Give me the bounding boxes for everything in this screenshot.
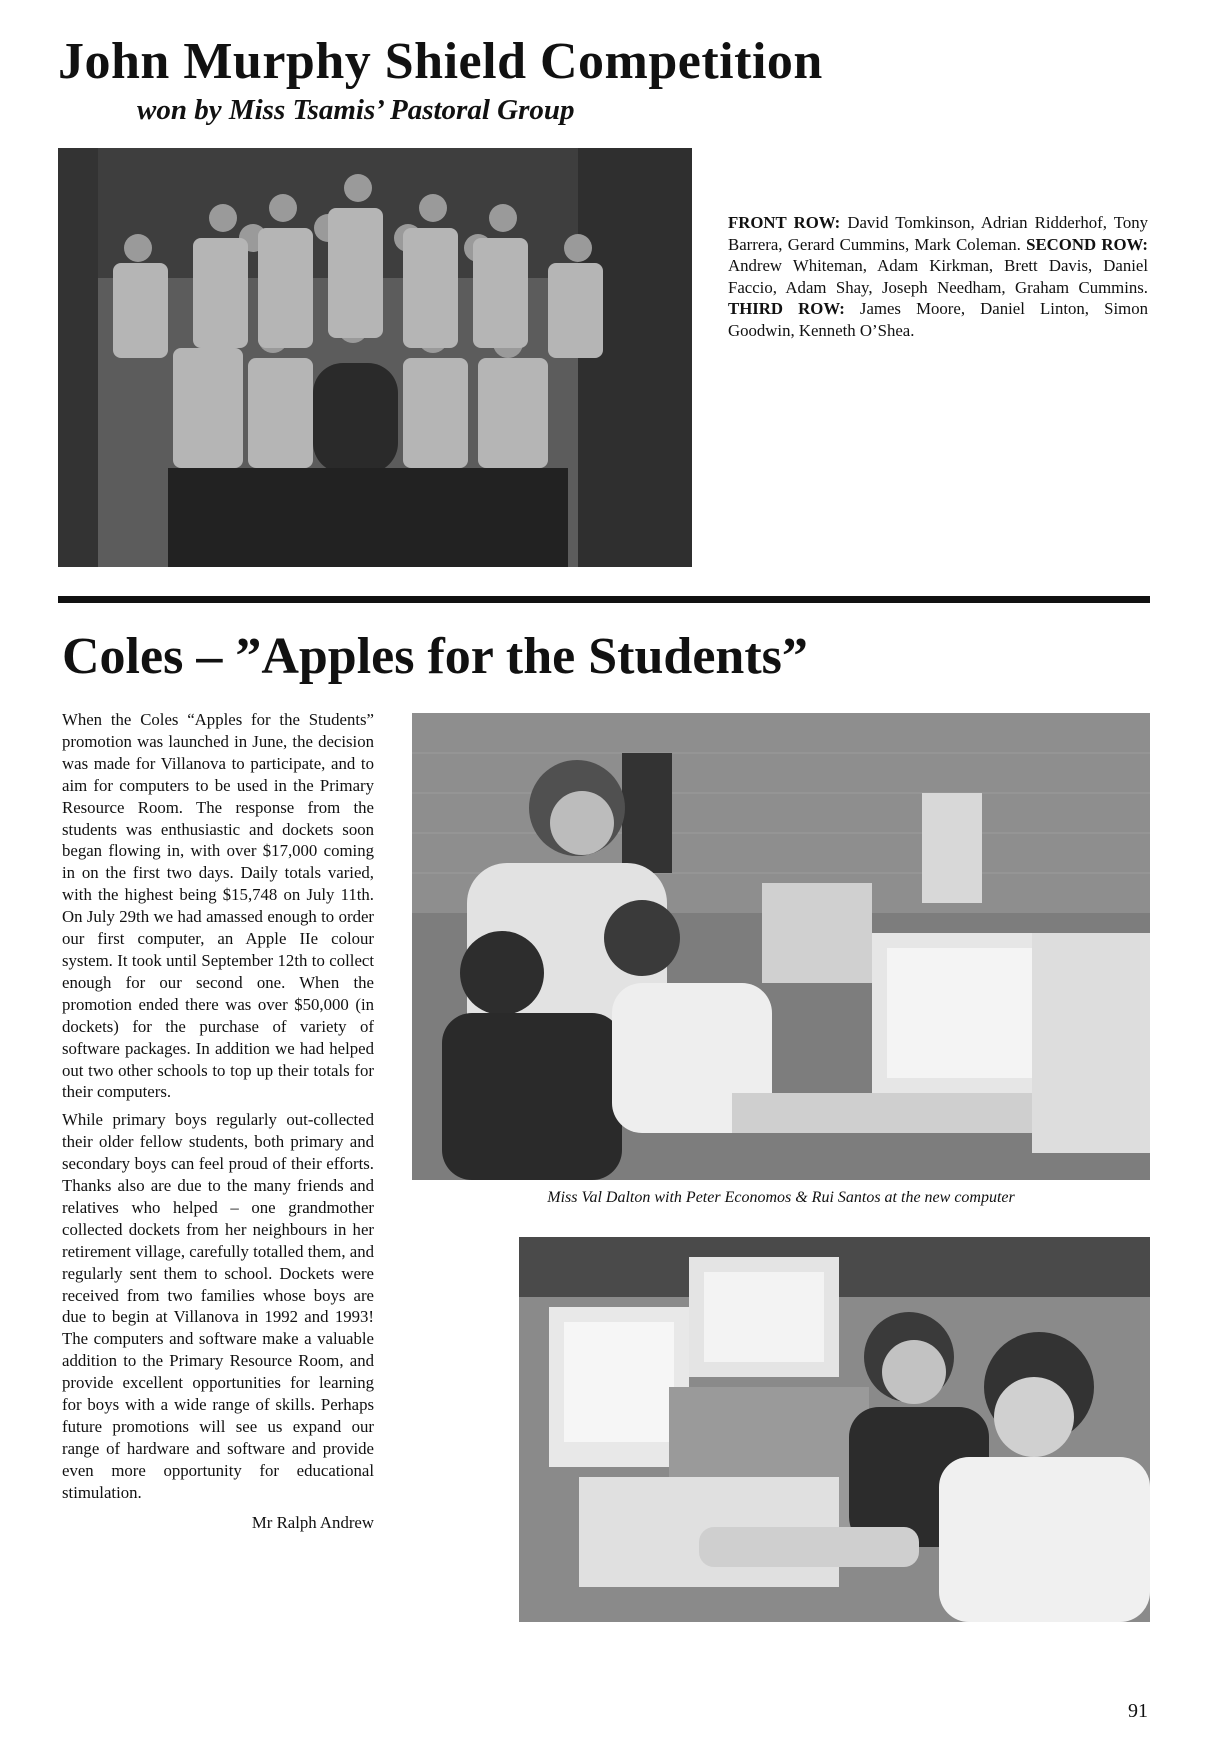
section-title-shield: John Murphy Shield Competition (58, 33, 823, 90)
second-row-names: Andrew Whiteman, Adam Kirkman, Brett Davis, Daniel Faccio, Adam Shay, Joseph Needham, Graham Cummins. (728, 256, 1148, 297)
page-number: 91 (1128, 1700, 1148, 1722)
section-title-coles: Coles – ”Apples for the Students” (62, 628, 808, 685)
article-paragraph-2: While primary boys regularly out-collected their older fellow students, both primary and secondary boys can feel proud of their efforts. Thanks also are due to the many friends and relatives who helped – one grandmother collected dockets from her neighbours in her retirement village, carefully totalled them, and regularly sent them to school. Dockets were received from two families whose boys are due to begin at Villanova in 1992 and 1993! The computers and software make a valuable addition to the Primary Resource Room, and provide excellent opportunities for learning for boys with a wide range of skills. Perhaps future promotions will see us expand our range of hardware and software and provide even more opportunity for educational stimulation. (62, 1110, 374, 1502)
team-group-photo (58, 148, 692, 567)
front-row-names: David Tomkinson, Adrian Ridderhof, Tony Barrera, Gerard Cummins, Mark Coleman. (728, 213, 1148, 254)
section-subtitle-shield: won by Miss Tsamis’ Pastoral Group (137, 94, 575, 126)
section-divider (58, 596, 1150, 603)
computer-photo-caption: Miss Val Dalton with Peter Economos & Rui Santos at the new computer (547, 1189, 1015, 1206)
computer-photo-teacher (412, 713, 1150, 1180)
third-row-names: James Moore, Daniel Linton, Simon Goodwin, Kenneth O’Shea. (728, 299, 1148, 340)
front-row-label: FRONT ROW: (728, 213, 841, 232)
article-author: Mr Ralph Andrew (251, 1512, 374, 1532)
second-row-label: SECOND ROW: (1026, 234, 1149, 254)
article-body (62, 709, 374, 1534)
team-photo-caption (728, 212, 1148, 342)
computer-photo-students (519, 1237, 1150, 1622)
article-paragraph-1: When the Coles “Apples for the Students” promotion was launched in June, the decision was made for Villanova to participate, and to aim for computers to be used in the Primary Resource Room. The response from the students was enthusiastic and dockets soon began flowing in, with over $17,000 coming in on the first two days. Daily totals varied, with the highest being $15,748 on July 11th. On July 29th we had amassed enough to order our first computer, an Apple IIe colour system. It took until September 12th to collect enough for our second one. When the promotion ended there was over $50,000 (in dockets) for the purchase of variety of software packages. In addition we had helped out two other schools to top up their totals for their computers. (62, 710, 374, 1102)
third-row-label: THIRD ROW: (728, 299, 845, 319)
